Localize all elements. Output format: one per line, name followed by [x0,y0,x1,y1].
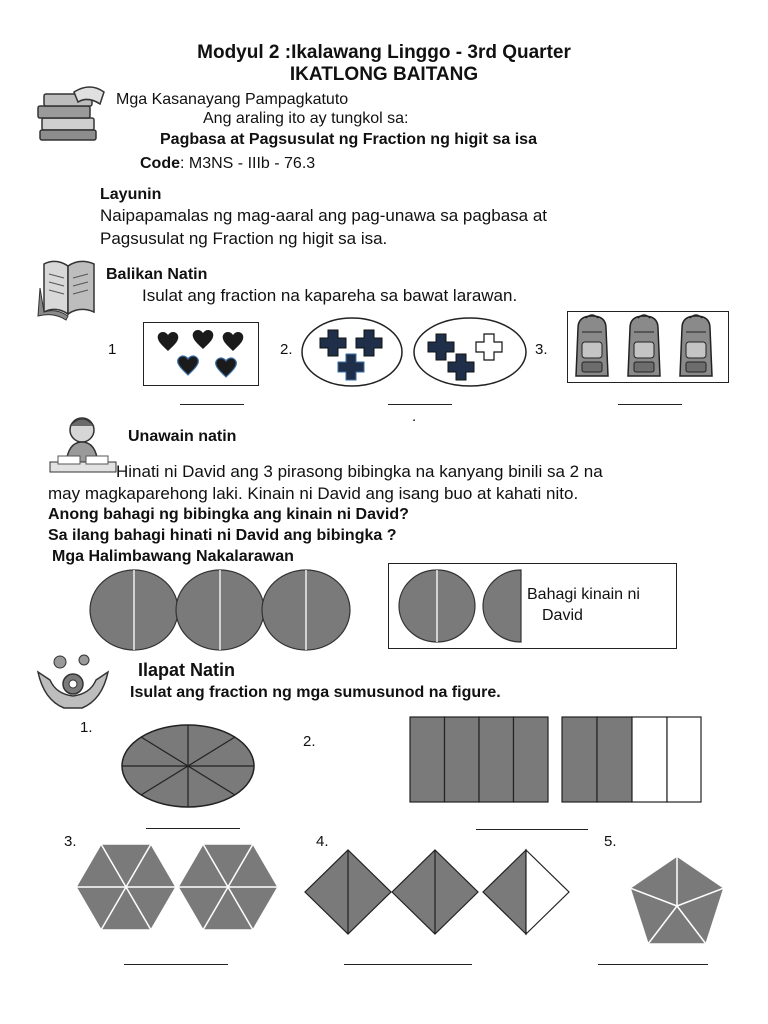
heart-icon [216,358,237,377]
answer-blank-review-2[interactable] [388,404,452,405]
apply-instruction: Isulat ang fraction ng mga sumusunod na figure. [130,684,501,701]
objective-line1: Naipapamalas ng mag-aaral ang pag-unawa sa pagbasa at [100,206,548,225]
competency-intro: Ang araling ito ay tungkol sa: [203,110,409,127]
review-instruction: Isulat ang fraction na kapareha sa bawat larawan. [142,286,518,305]
answer-blank-review-1[interactable] [180,404,244,405]
apply-heading: Ilapat Natin [138,660,236,680]
heart-icon [193,330,214,349]
bibingka-three-halved [90,568,350,652]
backpacks-box [567,311,729,383]
heart-icon [158,332,179,351]
apply-item-number-1: 1. [80,719,93,736]
apply-item-number-5: 5. [604,833,617,850]
apply-item-number-3: 3. [64,833,77,850]
competency-heading: Mga Kasanayang Pampagkatuto [116,91,349,108]
heart-icon [223,332,244,351]
heart-icon [178,356,199,375]
stray-dot: . [412,408,417,425]
eaten-label-line2: David [542,607,583,624]
objective-heading: Layunin [100,186,162,203]
ellipse-eighths-figure [120,723,256,809]
code-value: : M3NS - IIIb - 76.3 [180,155,316,172]
answer-blank-apply-2[interactable] [476,829,588,830]
examples-heading: Mga Halimbawang Nakalarawan [52,548,294,565]
question-1: Anong bahagi ng bibingka ang kinain ni David? [48,506,409,523]
eaten-portion-box [388,563,677,649]
apply-item-number-2: 2. [303,733,316,750]
apply-item-number-4: 4. [316,833,329,850]
competency-code [140,155,315,173]
books-icon [34,84,106,144]
page-subtitle: IKATLONG BAITANG [289,64,479,85]
bar-quarters-figure [410,717,702,803]
student-writing-icon [48,410,118,480]
diamonds-figure [305,850,571,934]
hearts-box [143,322,259,386]
story-line2: may magkaparehong laki. Kinain ni David ang isang buo at kahati nito. [48,484,579,503]
review-item-number-2: 2. [280,341,293,358]
crosses-figure [300,316,532,388]
objective-line2: Pagsusulat ng Fraction ng higit sa isa. [100,229,388,248]
review-heading: Balikan Natin [106,266,208,283]
competency-topic: Pagbasa at Pagsusulat ng Fraction ng higit sa isa [160,131,537,148]
pentagon-fifths-figure [628,854,726,946]
page-title: Modyul 2 :Ikalawang Linggo - 3rd Quarter [197,42,571,63]
review-item-number-1: 1 [108,341,117,358]
hands-gears-icon [34,650,112,712]
story-line1: Hinati ni David ang 3 pirasong bibingka na kanyang binili sa 2 na [116,462,603,481]
hexagons-figure [74,842,280,932]
answer-blank-apply-4[interactable] [344,964,472,965]
open-book-icon [36,258,102,318]
answer-blank-apply-3[interactable] [124,964,228,965]
backpack-icon [576,315,608,376]
answer-blank-apply-5[interactable] [598,964,708,965]
understand-heading: Unawain natin [128,428,237,445]
answer-blank-review-3[interactable] [618,404,682,405]
question-2: Sa ilang bahagi hinati ni David ang bibingka ? [48,527,397,544]
code-label: Code [140,155,180,172]
answer-blank-apply-1[interactable] [146,828,240,829]
review-item-number-3: 3. [535,341,548,358]
eaten-label-line1: Bahagi kinain ni [527,586,640,603]
